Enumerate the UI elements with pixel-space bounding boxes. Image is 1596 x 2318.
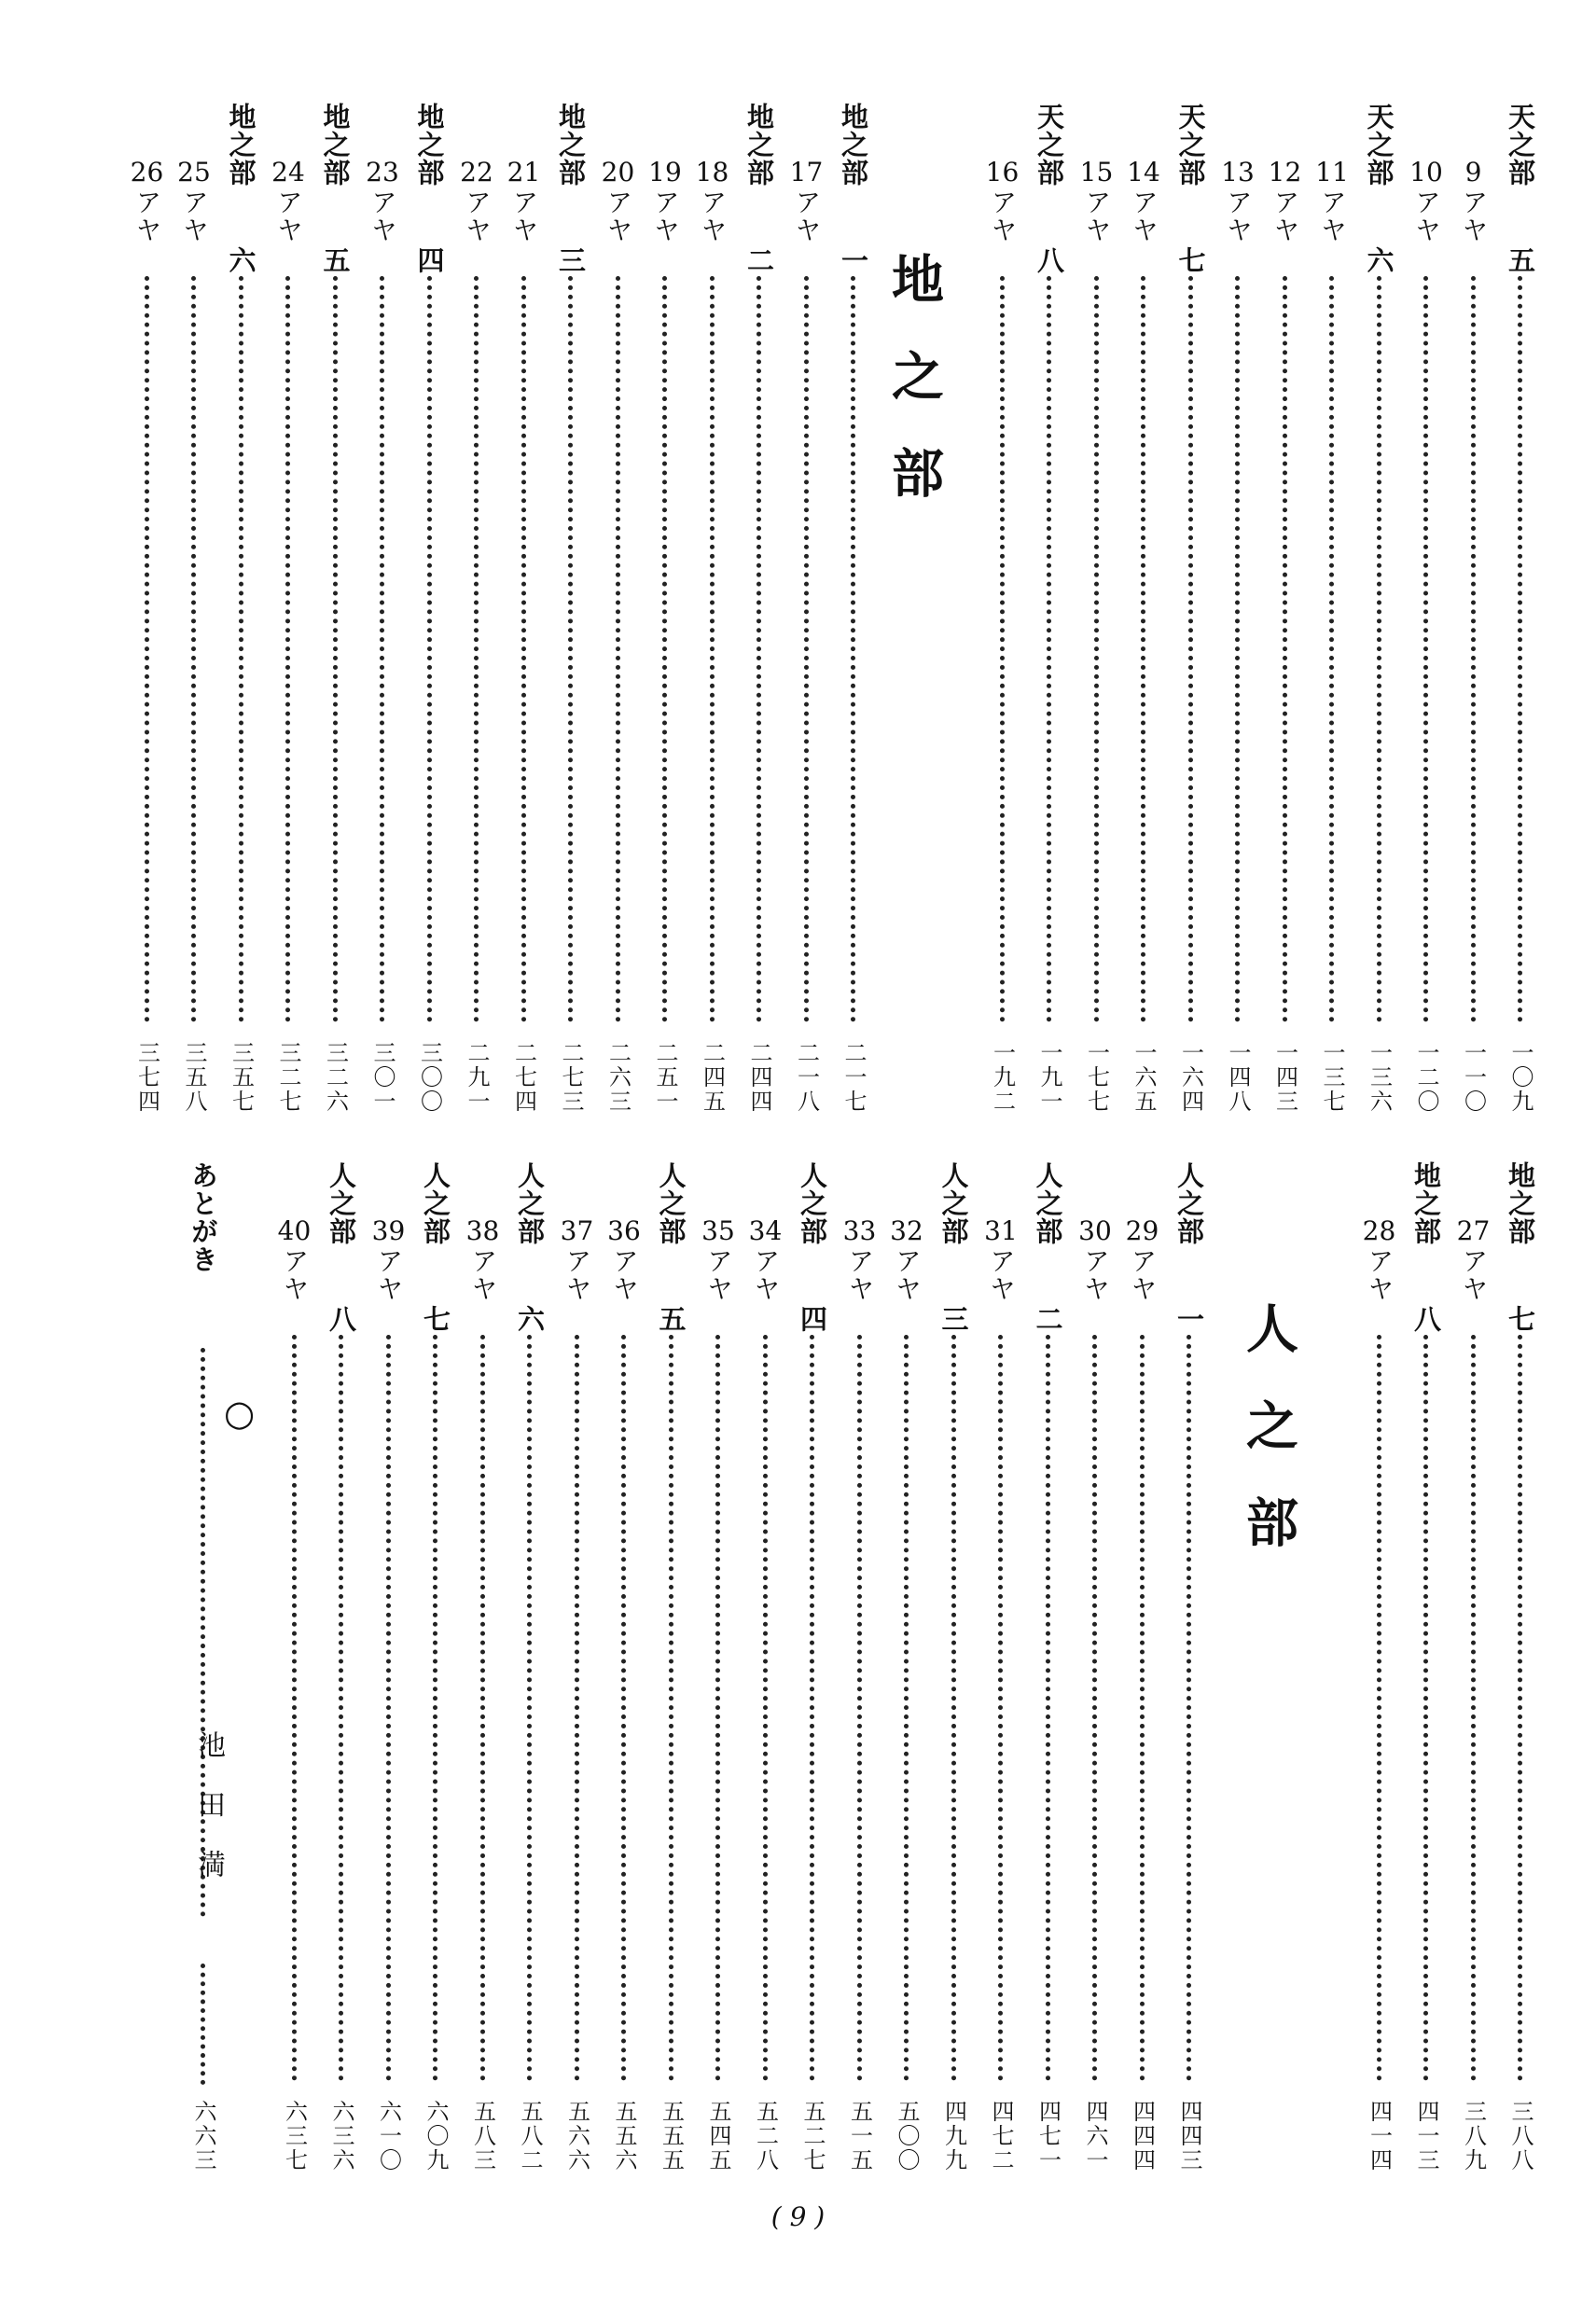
entry-page-number: 一一〇	[1460, 1041, 1487, 1114]
leader-dots	[521, 276, 526, 1022]
entry-page-number: 五〇〇	[894, 2100, 920, 2172]
toc-section-row[interactable]	[789, 1161, 836, 2187]
entry-kind: アヤ	[1270, 188, 1301, 244]
leader-dots	[474, 276, 479, 1022]
leader-dots	[285, 276, 290, 1022]
entry-page-number: 二四五	[699, 1041, 726, 1114]
leader-dots	[575, 1335, 579, 2081]
entry-number: 25	[177, 157, 211, 187]
entry-page-number: 二五一	[652, 1041, 678, 1114]
section-tag: 天之部	[1034, 103, 1065, 187]
leader-dots	[1423, 276, 1428, 1022]
entry-kind: アヤ	[508, 188, 540, 244]
toc-section-row[interactable]	[1497, 103, 1544, 1129]
entry-number: 37	[560, 1215, 594, 1246]
entry-number: 15	[1079, 157, 1114, 187]
section-tag: 人之部	[797, 1161, 828, 1245]
entry-page-number: 三八九	[1460, 2100, 1487, 2172]
entry-number: 26	[130, 157, 164, 187]
section-number: 六	[514, 1305, 546, 1332]
entry-kind: アヤ	[703, 1247, 734, 1303]
toc-entry-row[interactable]	[601, 1161, 647, 2187]
leader-dots	[527, 1335, 532, 2081]
toc-entry-row[interactable]	[1309, 103, 1355, 1129]
toc-entry-row[interactable]	[1262, 103, 1309, 1129]
entry-number: 40	[277, 1215, 312, 1246]
entry-kind: アヤ	[562, 1247, 593, 1303]
section-tag: 人之部	[420, 1161, 451, 1245]
entry-kind: アヤ	[273, 188, 304, 244]
leader-dots	[810, 1335, 814, 2081]
entry-number: 39	[371, 1215, 406, 1246]
circle-mark: ○	[224, 1393, 256, 1434]
toc-entry-row[interactable]	[642, 103, 688, 1129]
leader-dots	[1423, 1335, 1428, 2081]
section-tag: 人之部	[326, 1161, 357, 1245]
entry-kind: アヤ	[609, 1247, 640, 1303]
leader-dots	[662, 276, 667, 1022]
toc-entry-row[interactable]	[1120, 103, 1167, 1129]
entry-kind: アヤ	[179, 188, 210, 244]
leader-dots	[1000, 276, 1005, 1022]
toc-entry-row[interactable]	[695, 1161, 742, 2187]
leader-dots	[1377, 276, 1381, 1022]
section-tag: 人之部	[514, 1161, 546, 1245]
entry-page-number: 二九一	[464, 1041, 490, 1114]
leader-dots	[1141, 276, 1145, 1022]
section-number: 六	[1363, 246, 1395, 273]
leader-dots	[1377, 1335, 1381, 2081]
toc-entry-row[interactable]	[689, 103, 736, 1129]
toc-entry-row[interactable]	[784, 103, 830, 1129]
section-number: 三	[555, 246, 587, 273]
entry-kind: アヤ	[603, 188, 634, 244]
entry-number: 19	[648, 157, 682, 187]
leader-dots	[386, 1335, 391, 2081]
entry-kind: アヤ	[650, 188, 681, 244]
afterword-title: あとがき	[187, 1161, 219, 1273]
entry-kind: アヤ	[1364, 1247, 1395, 1303]
entry-page-number: 四四四	[1129, 2100, 1156, 2172]
section-number: 七	[1174, 246, 1207, 273]
leader-dots	[1140, 1335, 1145, 2081]
toc-entry-row[interactable]	[883, 1161, 930, 2187]
entry-number: 28	[1362, 1215, 1396, 1246]
section-tag: 人之部	[655, 1161, 687, 1245]
leader-dots	[756, 276, 761, 1022]
toc-entry-row[interactable]	[1356, 1161, 1403, 2187]
entry-page-number: 一四三	[1271, 1041, 1298, 1114]
entry-page-number: 四四三	[1176, 2100, 1202, 2172]
entry-kind: アヤ	[844, 1247, 876, 1303]
entry-page-number: 五八三	[469, 2100, 496, 2172]
afterword-entry[interactable]	[180, 1161, 227, 2187]
toc-entry-row[interactable]	[742, 1161, 789, 2187]
entry-page-number: 一六五	[1131, 1041, 1157, 1114]
leader-dots	[951, 1335, 956, 2081]
toc-section-row[interactable]	[412, 1161, 459, 2187]
toc-entry-row[interactable]	[1072, 1161, 1118, 2187]
entry-page-number: 二一八	[793, 1041, 820, 1114]
entry-page-number: 三二七	[275, 1041, 301, 1114]
entry-page-number: 六三七	[281, 2100, 308, 2172]
toc-section-row[interactable]	[736, 103, 783, 1129]
entry-page-number: 三〇〇	[416, 1041, 443, 1114]
leader-dots	[616, 276, 620, 1022]
section-number: 二	[743, 246, 775, 273]
entry-page-number: 五二八	[752, 2100, 779, 2172]
entry-kind: アヤ	[892, 1247, 923, 1303]
entry-number: 10	[1409, 157, 1443, 187]
section-number: 三	[937, 1305, 970, 1332]
toc-entry-row[interactable]	[1450, 1161, 1497, 2187]
leader-dots	[1518, 276, 1522, 1022]
leader-dots	[191, 276, 196, 1022]
entry-number: 20	[601, 157, 635, 187]
toc-entry-row[interactable]	[595, 103, 642, 1129]
entry-kind: アヤ	[986, 1247, 1017, 1303]
leader-dots	[1094, 276, 1099, 1022]
afterword-page-number: 六六三	[190, 2100, 216, 2172]
afterword-author: 池田満	[192, 1730, 225, 1909]
toc-section-row[interactable]	[1168, 103, 1214, 1129]
leader-dots	[710, 276, 715, 1022]
leader-dots	[998, 1335, 1003, 2081]
leader-dots	[433, 1335, 437, 2081]
section-number: 一	[838, 246, 869, 273]
entry-page-number: 四一四	[1366, 2100, 1393, 2172]
section-number: 六	[225, 246, 257, 273]
entry-page-number: 六〇九	[423, 2100, 449, 2172]
entry-page-number: 一三七	[1319, 1041, 1345, 1114]
entry-kind: アヤ	[1458, 1247, 1490, 1303]
section-tag: 地之部	[225, 103, 257, 187]
entry-kind: アヤ	[467, 1247, 499, 1303]
section-number: 五	[1505, 246, 1536, 273]
entry-page-number: 二四四	[746, 1041, 772, 1114]
section-number: 五	[319, 246, 352, 273]
section-tag: 人之部	[1173, 1161, 1205, 1245]
leader-dots	[1329, 276, 1334, 1022]
leader-dots	[857, 1335, 862, 2081]
toc-upper-block	[0, 103, 1596, 1129]
entry-page-number: 一二〇	[1413, 1041, 1439, 1114]
entry-number: 29	[1125, 1215, 1159, 1246]
entry-kind: アヤ	[750, 1247, 782, 1303]
entry-page-number: 一三六	[1366, 1041, 1393, 1114]
leader-dots	[201, 1964, 205, 2085]
entry-kind: アヤ	[1080, 1247, 1111, 1303]
toc-entry-row[interactable]	[171, 103, 217, 1129]
leader-dots	[1518, 1335, 1522, 2081]
leader-dots	[480, 1335, 485, 2081]
entry-number: 36	[607, 1215, 641, 1246]
toc-entry-row[interactable]	[979, 103, 1026, 1129]
leader-dots	[715, 1335, 720, 2081]
entry-page-number: 一九一	[1036, 1041, 1062, 1114]
entry-kind: アヤ	[368, 188, 398, 244]
toc-section-row[interactable]	[318, 1161, 365, 2187]
section-number: 一	[1173, 1305, 1205, 1332]
entry-number: 17	[789, 157, 824, 187]
toc-entry-row[interactable]	[271, 1161, 318, 2187]
leader-dots	[292, 1335, 297, 2081]
toc-entry-row[interactable]	[978, 1161, 1024, 2187]
entry-page-number: 二六三	[604, 1041, 631, 1114]
entry-number: 13	[1221, 157, 1255, 187]
leader-dots	[669, 1335, 673, 2081]
entry-number: 9	[1464, 157, 1482, 187]
section-tag: 地之部	[838, 103, 869, 187]
entry-kind: アヤ	[1129, 188, 1159, 244]
entry-kind: アヤ	[791, 188, 823, 244]
entry-number: 24	[271, 157, 305, 187]
entry-number: 21	[507, 157, 541, 187]
section-tag: 地之部	[1505, 1161, 1536, 1245]
entry-page-number: 五五六	[611, 2100, 637, 2172]
leader-dots	[1235, 276, 1240, 1022]
entry-page-number: 四一三	[1413, 2100, 1439, 2172]
section-heading-jin: 人之部	[1238, 1301, 1299, 1592]
entry-kind: アヤ	[697, 188, 729, 244]
entry-kind: アヤ	[987, 188, 1019, 244]
toc-entry-row[interactable]	[124, 103, 171, 1129]
entry-number: 18	[695, 157, 729, 187]
entry-kind: アヤ	[1411, 188, 1442, 244]
entry-page-number: 五六六	[563, 2100, 590, 2172]
leader-dots	[145, 276, 149, 1022]
entry-page-number: 五一五	[846, 2100, 873, 2172]
entry-page-number: 四七一	[1034, 2100, 1062, 2172]
toc-entry-row[interactable]	[265, 103, 312, 1129]
toc-entry-row[interactable]	[837, 1161, 883, 2187]
leader-dots	[339, 1335, 343, 2081]
toc-entry-row[interactable]	[1450, 103, 1497, 1129]
entry-page-number: 五五五	[658, 2100, 685, 2172]
entry-page-number: 一四八	[1225, 1041, 1251, 1114]
entry-kind: アヤ	[1081, 188, 1113, 244]
section-tag: 人之部	[1032, 1161, 1064, 1245]
section-tag: 地之部	[1410, 1161, 1442, 1245]
leader-dots	[1047, 276, 1051, 1022]
leader-dots	[1471, 276, 1476, 1022]
entry-page-number: 四七二	[988, 2100, 1014, 2172]
entry-page-number: 四六一	[1082, 2100, 1108, 2172]
leader-dots	[1046, 1335, 1050, 2081]
entry-number: 16	[985, 157, 1020, 187]
toc-section-row[interactable]	[407, 103, 453, 1129]
entry-page-number: 二七四	[510, 1041, 537, 1114]
leader-dots	[904, 1335, 909, 2081]
leader-dots	[763, 1335, 768, 2081]
toc-section-row[interactable]	[931, 1161, 978, 2187]
leader-dots	[851, 276, 855, 1022]
leader-dots	[427, 276, 432, 1022]
toc-section-row[interactable]	[312, 103, 359, 1129]
entry-page-number: 六一〇	[375, 2100, 402, 2172]
toc-entry-row[interactable]	[366, 1161, 412, 2187]
toc-lower-block	[0, 1161, 1596, 2187]
page-number: ( 9 )	[770, 2201, 826, 2232]
entry-kind: アヤ	[132, 188, 163, 244]
entry-number: 30	[1078, 1215, 1112, 1246]
entry-page-number: 三七四	[133, 1041, 160, 1114]
leader-dots	[804, 276, 809, 1022]
section-heading-chi: 地之部	[883, 252, 945, 543]
entry-number: 11	[1315, 157, 1349, 187]
entry-kind: アヤ	[1317, 188, 1348, 244]
section-number: 八	[326, 1305, 357, 1332]
leader-dots	[333, 276, 338, 1022]
entry-page-number: 一七七	[1083, 1041, 1110, 1114]
entry-page-number: 五二七	[799, 2100, 826, 2172]
toc-section-row[interactable]	[1026, 103, 1073, 1129]
entry-number: 22	[460, 157, 493, 187]
entry-page-number: 三〇一	[369, 1041, 396, 1114]
entry-page-number: 五八二	[517, 2100, 543, 2172]
entry-number: 33	[842, 1215, 877, 1246]
section-number: 四	[413, 246, 446, 273]
toc-entry-row[interactable]	[1074, 103, 1120, 1129]
entry-page-number: 三二六	[322, 1041, 349, 1114]
entry-page-number: 一〇九	[1507, 1041, 1534, 1114]
toc-section-row[interactable]	[1166, 1161, 1213, 2187]
toc-section-row[interactable]	[1025, 1161, 1072, 2187]
toc-entry-row[interactable]	[1214, 103, 1261, 1129]
toc-section-row[interactable]	[1356, 103, 1403, 1129]
toc-section-row[interactable]	[218, 103, 265, 1129]
toc-entry-row[interactable]	[501, 103, 548, 1129]
toc-entry-row[interactable]	[453, 103, 500, 1129]
entry-page-number: 三八八	[1507, 2100, 1534, 2172]
entry-page-number: 一六四	[1177, 1041, 1204, 1114]
section-number: 八	[1034, 246, 1065, 273]
entry-kind: アヤ	[1223, 188, 1254, 244]
leader-dots	[568, 276, 573, 1022]
leader-dots	[621, 1335, 626, 2081]
toc-section-row[interactable]	[648, 1161, 695, 2187]
entry-kind: アヤ	[1127, 1247, 1159, 1303]
section-number: 四	[797, 1305, 828, 1332]
entry-page-number: 一九二	[989, 1041, 1016, 1114]
toc-section-row[interactable]	[830, 103, 877, 1129]
section-tag: 天之部	[1363, 103, 1395, 187]
entry-page-number: 二七三	[558, 1041, 584, 1114]
toc-section-row[interactable]	[1497, 1161, 1544, 2187]
entry-number: 34	[748, 1215, 783, 1246]
section-number: 八	[1410, 1305, 1442, 1332]
toc-section-row[interactable]	[507, 1161, 553, 2187]
leader-dots	[1471, 1335, 1476, 2081]
entry-page-number: 五四五	[705, 2100, 731, 2172]
entry-page-number: 三五七	[228, 1041, 255, 1114]
entry-kind: アヤ	[373, 1247, 405, 1303]
toc-entry-row[interactable]	[1119, 1161, 1166, 2187]
entry-page-number: 三五八	[181, 1041, 207, 1114]
section-tag: 地之部	[319, 103, 352, 187]
leader-dots	[380, 276, 384, 1022]
leader-dots	[1188, 276, 1193, 1022]
entry-number: 32	[890, 1215, 923, 1246]
entry-number: 23	[366, 157, 399, 187]
section-tag: 人之部	[937, 1161, 970, 1245]
entry-page-number: 四九九	[940, 2100, 967, 2172]
leader-dots	[239, 276, 243, 1022]
entry-number: 31	[984, 1215, 1018, 1246]
toc-entry-row[interactable]	[1403, 103, 1450, 1129]
section-number: 二	[1032, 1305, 1064, 1332]
section-tag: 天之部	[1505, 103, 1536, 187]
entry-number: 27	[1456, 1215, 1491, 1246]
entry-number: 12	[1268, 157, 1302, 187]
toc-entry-row[interactable]	[460, 1161, 507, 2187]
section-tag: 地之部	[555, 103, 587, 187]
leader-dots	[1283, 276, 1287, 1022]
section-tag: 地之部	[413, 103, 446, 187]
entry-number: 35	[701, 1215, 735, 1246]
entry-page-number: 二一七	[840, 1041, 867, 1114]
entry-number: 14	[1127, 157, 1160, 187]
entry-kind: アヤ	[462, 188, 493, 244]
entry-page-number: 六三六	[328, 2100, 354, 2172]
section-tag: 天之部	[1174, 103, 1207, 187]
section-tag: 地之部	[743, 103, 775, 187]
entry-kind: アヤ	[1458, 188, 1490, 244]
section-number: 五	[655, 1305, 687, 1332]
section-number: 七	[420, 1305, 451, 1332]
toc-section-row[interactable]	[548, 103, 594, 1129]
section-number: 七	[1505, 1305, 1536, 1332]
leader-dots	[1187, 1335, 1191, 2081]
entry-number: 38	[465, 1215, 500, 1246]
entry-kind: アヤ	[279, 1247, 311, 1303]
toc-section-row[interactable]	[1403, 1161, 1450, 2187]
toc-entry-row[interactable]	[359, 103, 406, 1129]
toc-entry-row[interactable]	[554, 1161, 601, 2187]
leader-dots	[1092, 1335, 1097, 2081]
